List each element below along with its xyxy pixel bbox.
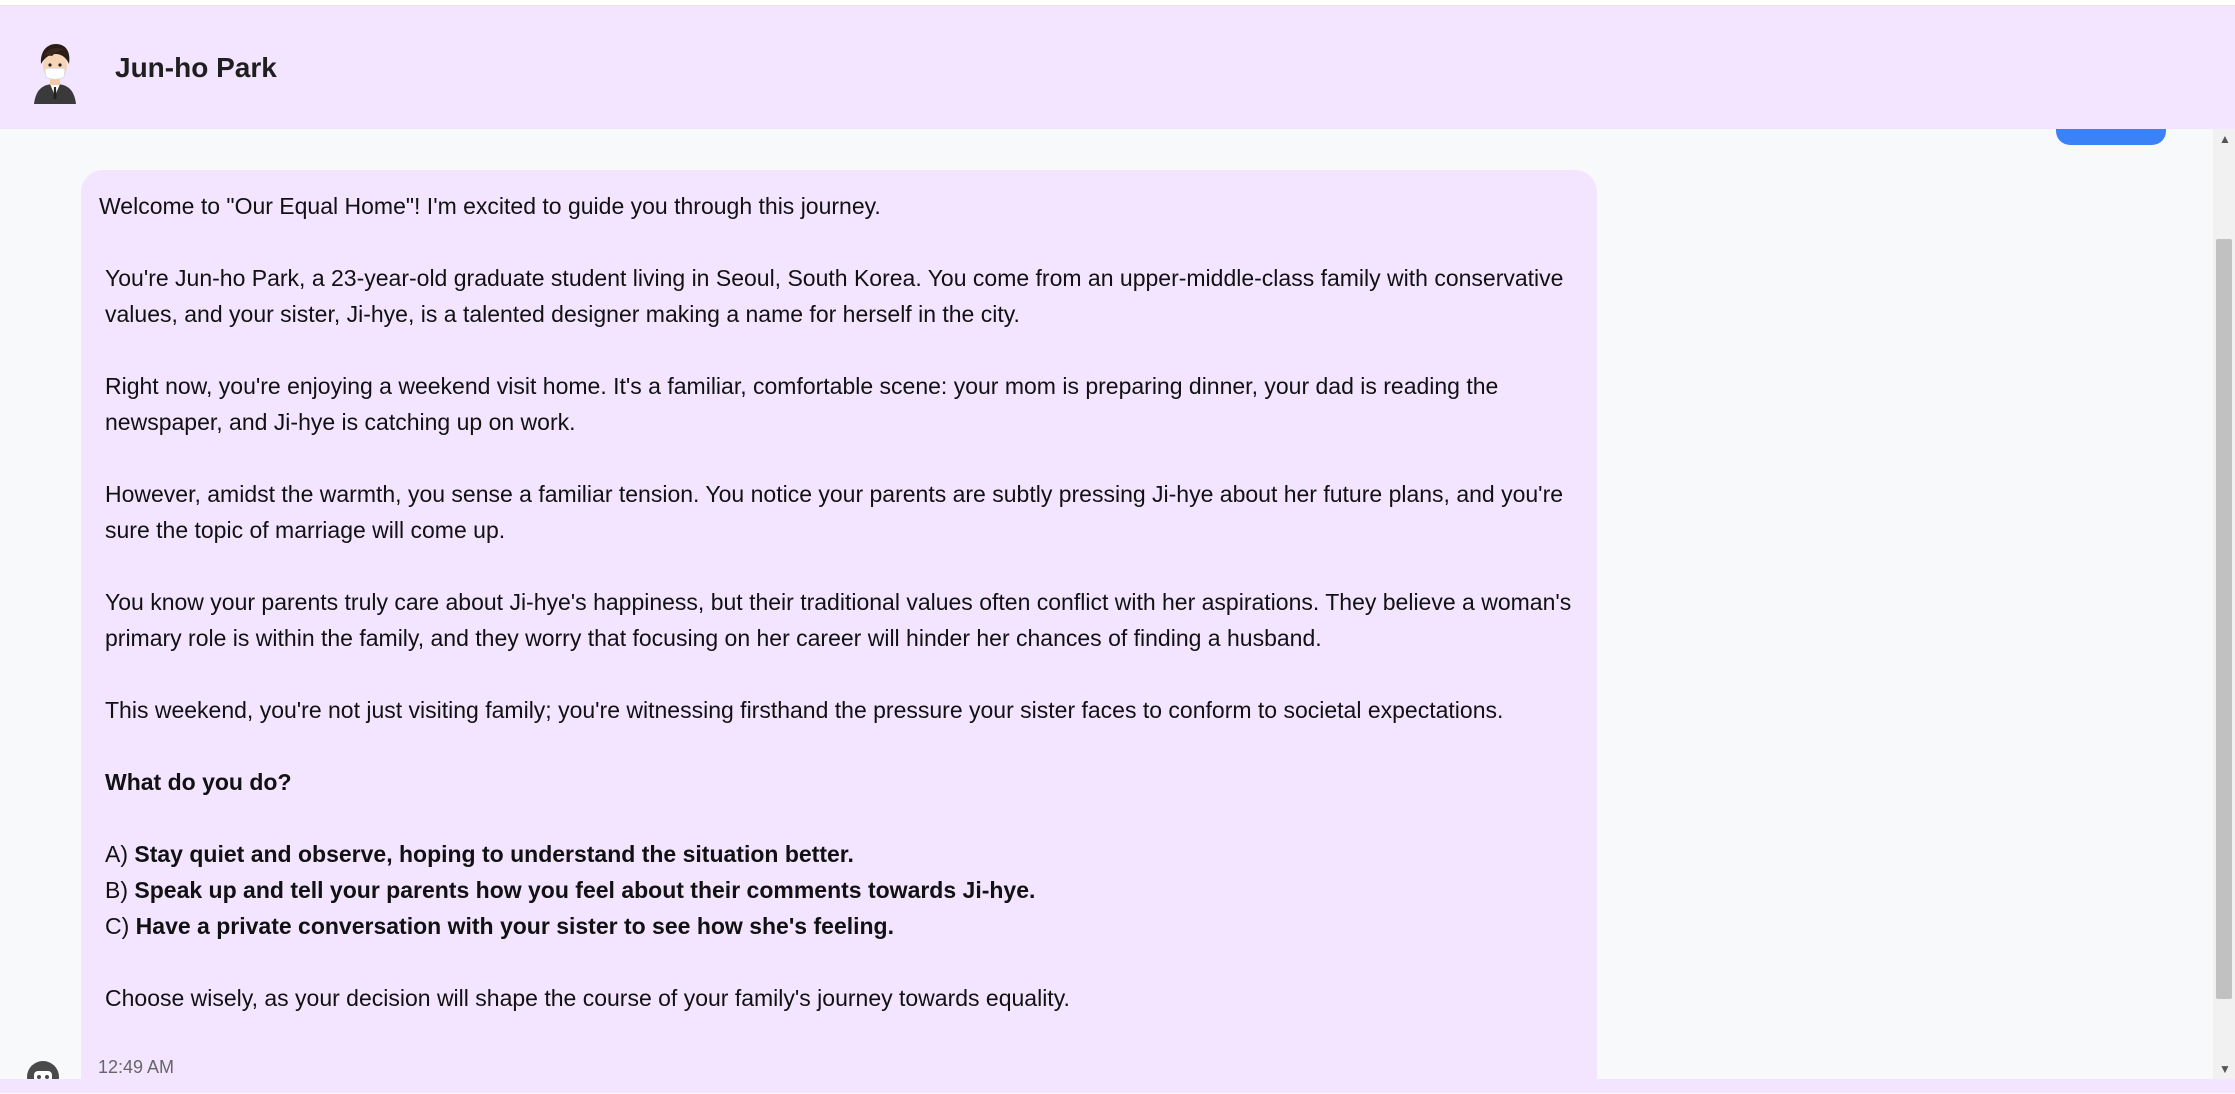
- message-paragraph-3: However, amidst the warmth, you sense a familiar tension. You notice your parents are subtly pressing Ji-hye about her future plans, and you're sure the topic of marriage will come up.: [105, 481, 1564, 543]
- message-paragraph-2: Right now, you're enjoying a weekend visit home. It's a familiar, comfortable scene: your mom is preparing dinner, your dad is reading the newspaper, and Ji-hye is catching up on work.: [105, 373, 1499, 435]
- chat-header: [0, 6, 2235, 129]
- chat-messages-area[interactable]: [0, 129, 2213, 1079]
- person-avatar-icon[interactable]: [30, 40, 80, 104]
- assistant-message-bubble: [81, 170, 1597, 1079]
- option-c: C) Have a private conversation with your sister to see how she's feeling.: [105, 913, 894, 939]
- message-content: [99, 188, 1579, 1016]
- scroll-down-arrow-icon[interactable]: ▼: [2219, 1062, 2231, 1076]
- message-paragraph-4: You know your parents truly care about Ji-hye's happiness, but their traditional values often conflict with her aspirations. They believe a woman's primary role is within the family, and they worry that focusing on her career will hinder her chances of finding a husband.: [105, 589, 1572, 651]
- message-paragraph-5: This weekend, you're not just visiting family; you're witnessing firsthand the pressure your sister faces to conform to societal expectations.: [105, 697, 1504, 723]
- message-timestamp: 12:49 AM: [98, 1057, 175, 1077]
- option-b: B) Speak up and tell your parents how you feel about their comments towards Ji-hye.: [105, 877, 1036, 903]
- scrollbar-thumb[interactable]: [2216, 239, 2232, 999]
- message-question: What do you do?: [105, 769, 292, 795]
- message-paragraph-1: You're Jun-ho Park, a 23-year-old graduate student living in Seoul, South Korea. You come from an upper-middle-class family with conservative values, and your sister, Ji-hye, is a talented designer making a name for herself in the city.: [105, 265, 1564, 327]
- user-message-bubble: [2056, 129, 2166, 145]
- scroll-up-arrow-icon[interactable]: ▲: [2219, 132, 2231, 146]
- option-a: A) Stay quiet and observe, hoping to understand the situation better.: [105, 841, 854, 867]
- message-closing: Choose wisely, as your decision will shape the course of your family's journey towards equality.: [105, 985, 1070, 1011]
- message-intro: Welcome to "Our Equal Home"! I'm excited to guide you through this journey.: [99, 193, 881, 219]
- contact-name: Jun-ho Park: [115, 52, 277, 83]
- bottom-strip: [0, 1079, 2235, 1093]
- vertical-scrollbar[interactable]: [2213, 129, 2235, 1079]
